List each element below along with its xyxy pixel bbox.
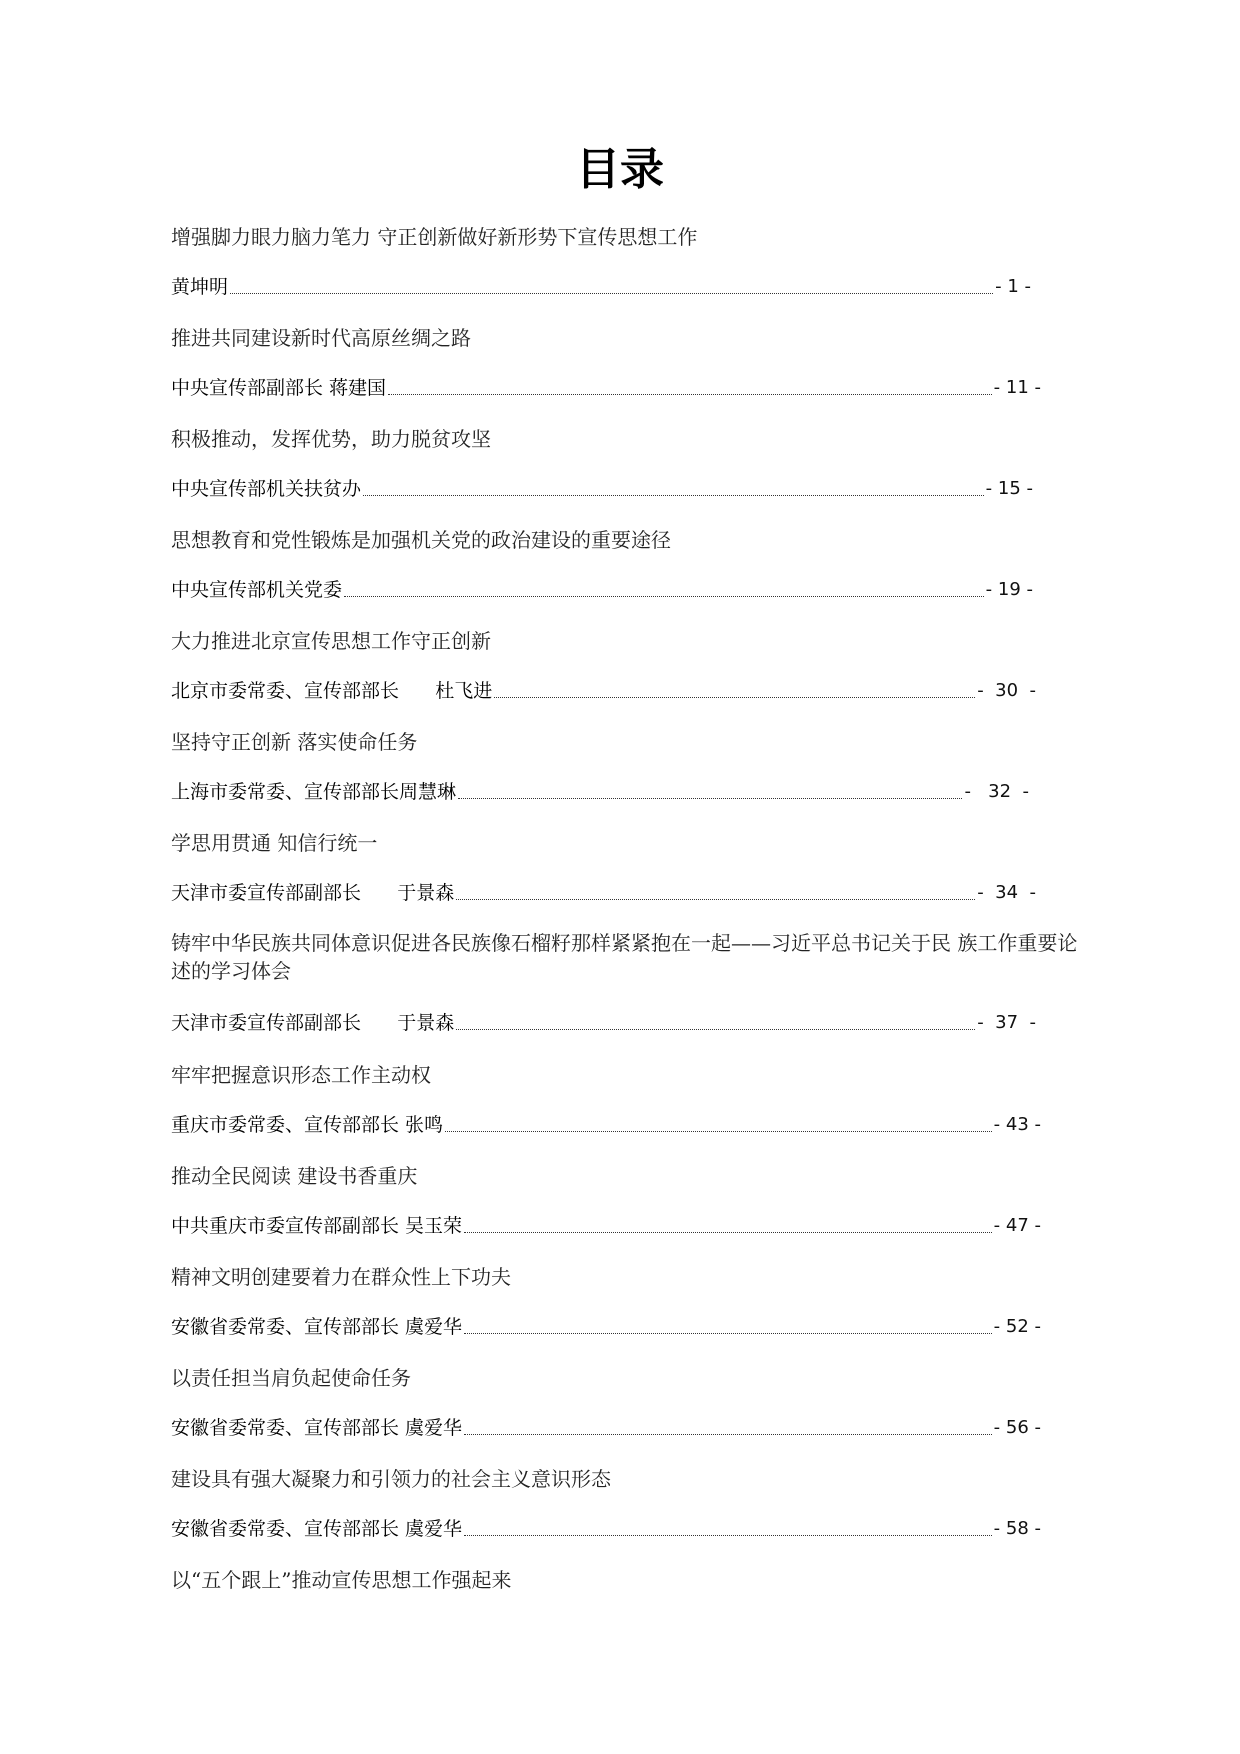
toc-entry-title[interactable]: 建设具有强大凝聚力和引领力的社会主义意识形态 <box>171 1467 611 1491</box>
toc-entry-author: 中共重庆市委宣传部副部长 吴玉荣 <box>171 1215 463 1237</box>
dot-leader <box>494 697 975 698</box>
toc-entry-title[interactable]: 坚持守正创新 落实使命任务 <box>171 730 418 754</box>
toc-entry-author: 中央宣传部副部长 蒋建国 <box>171 377 387 399</box>
toc-entry-author-line[interactable] <box>171 474 1033 504</box>
dot-leader <box>456 899 975 900</box>
toc-entry-author-line[interactable] <box>171 1312 1041 1342</box>
toc-entry-author: 天津市委宣传部副部长 于景森 <box>171 882 455 904</box>
toc-entry-author-line[interactable] <box>171 1413 1041 1443</box>
dot-leader <box>464 1333 992 1334</box>
toc-entry-page: - 37 - <box>977 1012 1036 1033</box>
toc-entry-title[interactable]: 以“五个跟上”推动宣传思想工作强起来 <box>171 1568 512 1592</box>
toc-entry-title[interactable]: 铸牢中华民族共同体意识促进各民族像石榴籽那样紧紧抱在一起——习近平总书记关于民 族工作重要论述的学习体会 <box>171 931 1078 983</box>
toc-entry-author-line[interactable] <box>171 1008 1036 1038</box>
toc-entry-title[interactable]: 思想教育和党性锻炼是加强机关党的政治建设的重要途径 <box>171 528 671 552</box>
toc-entry-title[interactable]: 积极推动，发挥优势，助力脱贫攻坚 <box>171 427 491 451</box>
toc-entry-title[interactable]: 精神文明创建要着力在群众性上下功夫 <box>171 1265 511 1289</box>
toc-entry-author: 上海市委常委、宣传部部长周慧琳 <box>171 781 457 803</box>
toc-entry-title[interactable]: 以责任担当肩负起使命任务 <box>171 1366 411 1390</box>
dot-leader <box>230 293 993 294</box>
toc-entry-page: - 15 - <box>985 478 1033 499</box>
toc-entry-page: - 52 - <box>993 1316 1041 1337</box>
toc-entry-title[interactable]: 推动全民阅读 建设书香重庆 <box>171 1164 418 1188</box>
toc-entry-title[interactable]: 推进共同建设新时代高原丝绸之路 <box>171 326 471 350</box>
toc-entry-page: - 11 - <box>993 377 1041 398</box>
toc-entry-author-line[interactable] <box>171 777 1029 807</box>
toc-entry-page: - 34 - <box>977 882 1036 903</box>
toc-entry-author: 重庆市委常委、宣传部部长 张鸣 <box>171 1114 444 1136</box>
dot-leader <box>388 394 992 395</box>
toc-entry-author-line[interactable] <box>171 878 1036 908</box>
toc-entry-page: - 47 - <box>993 1215 1041 1236</box>
toc-entry-page: - 19 - <box>985 579 1033 600</box>
toc-entry-author: 安徽省委常委、宣传部部长 虞爱华 <box>171 1518 463 1540</box>
toc-entry-title[interactable]: 增强脚力眼力脑力笔力 守正创新做好新形势下宣传思想工作 <box>171 225 698 249</box>
toc-entry-title[interactable]: 学思用贯通 知信行统一 <box>171 831 378 855</box>
dot-leader <box>363 495 984 496</box>
toc-entry-author-line[interactable] <box>171 1110 1041 1140</box>
toc-entry-author: 黄坤明 <box>171 276 229 298</box>
toc-entry-author-line[interactable] <box>171 1514 1041 1544</box>
dot-leader <box>464 1535 992 1536</box>
dot-leader <box>464 1434 992 1435</box>
toc-entry-author-line[interactable] <box>171 272 1031 302</box>
toc-entry-page: - 58 - <box>993 1518 1041 1539</box>
toc-entry-page: - 43 - <box>993 1114 1041 1135</box>
toc-entry-author-line[interactable] <box>171 373 1041 403</box>
toc-entry-title[interactable]: 牢牢把握意识形态工作主动权 <box>171 1063 431 1087</box>
toc-entry-author-line[interactable] <box>171 1211 1041 1241</box>
toc-entry-author-line[interactable] <box>171 575 1033 605</box>
toc-entry-author: 北京市委常委、宣传部部长 杜飞进 <box>171 680 493 702</box>
dot-leader <box>445 1131 992 1132</box>
toc-entry-page: - 56 - <box>993 1417 1041 1438</box>
toc-entry-page: - 32 - <box>964 781 1029 802</box>
toc-entry-page: - 30 - <box>977 680 1036 701</box>
dot-leader <box>458 798 962 799</box>
page-title: 目录 <box>576 144 664 195</box>
dot-leader <box>464 1232 992 1233</box>
toc-entry-page: - 1 - <box>995 276 1031 297</box>
toc-entry-author: 安徽省委常委、宣传部部长 虞爱华 <box>171 1316 463 1338</box>
toc-entry-author: 安徽省委常委、宣传部部长 虞爱华 <box>171 1417 463 1439</box>
toc-entry-author: 天津市委宣传部副部长 于景森 <box>171 1012 455 1034</box>
dot-leader <box>344 596 984 597</box>
dot-leader <box>456 1029 975 1030</box>
toc-entry-author: 中央宣传部机关党委 <box>171 579 343 601</box>
toc-entry-author: 中央宣传部机关扶贫办 <box>171 478 362 500</box>
toc-entry-title[interactable]: 大力推进北京宣传思想工作守正创新 <box>171 629 491 653</box>
toc-entry-author-line[interactable] <box>171 676 1036 706</box>
